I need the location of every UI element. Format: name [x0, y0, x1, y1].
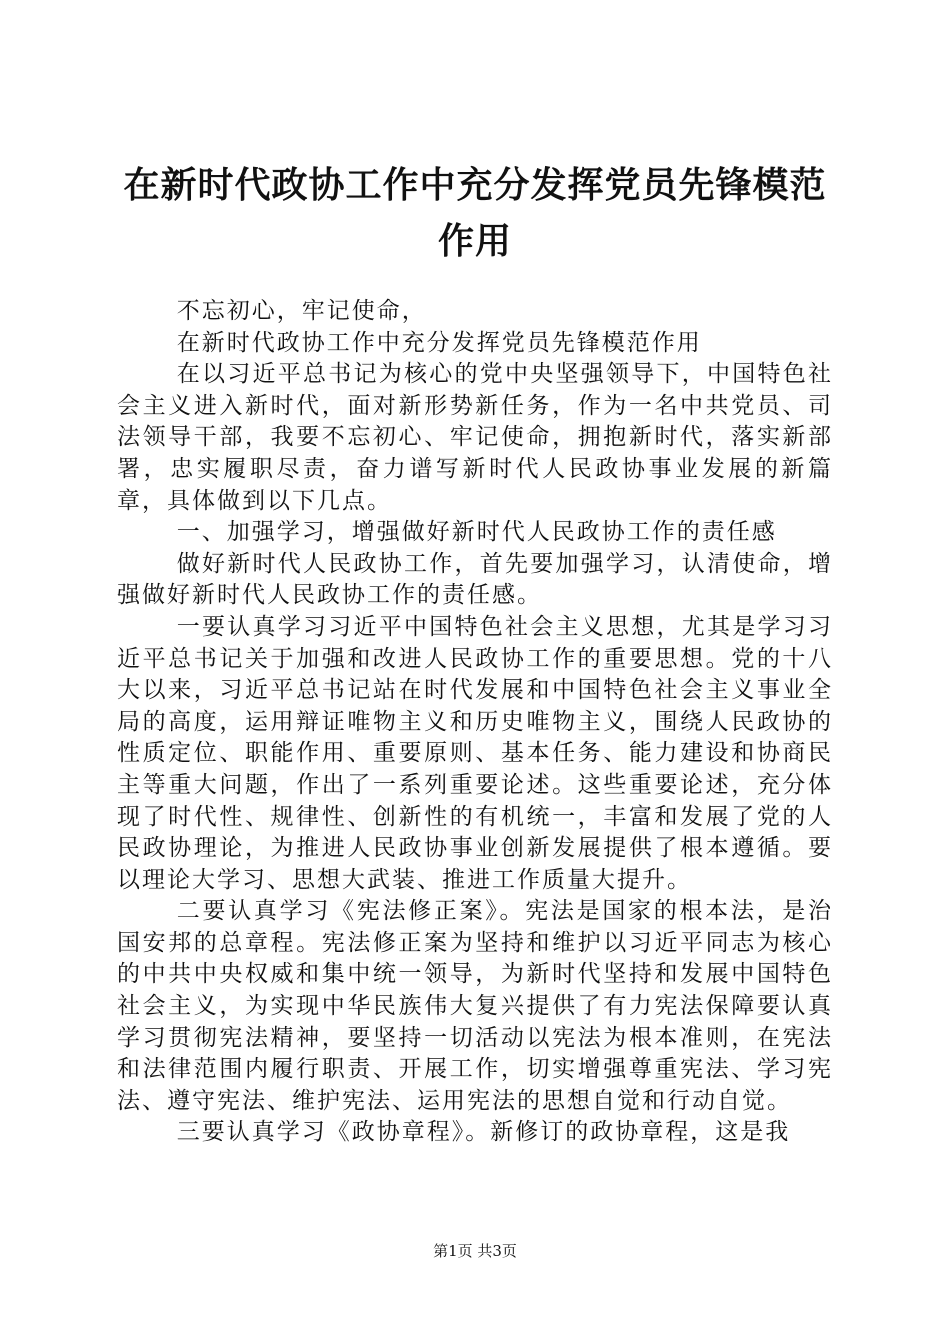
paragraph-study-thought: 一要认真学习习近平中国特色社会主义思想，尤其是学习习近平总书记关于加强和改进人民政协工作的重要思想。党的十八大以来，习近平总书记站在时代发展和中国特色社会主义事业全局的高度，运用辩证唯物主义和历史唯物主义，围绕人民政协的性质定位、职能作用、重要原则、基本任务、能力建设和协商民主等重大问题，作出了一系列重要论述。这些重要论述，充分体现了时代性、规律性、创新性的有机统一，丰富和发展了党的人民政协理论，为推进人民政协事业创新发展提供了根本遵循。要以理论大学习、思想大武装、推进工作质量大提升。 — [117, 613, 833, 893]
paragraph-slogan: 不忘初心，牢记使命， — [176, 298, 427, 324]
section-heading-1: 一、加强学习，增强做好新时代人民政协工作的责任感 — [176, 519, 777, 546]
document-title: 在新时代政协工作中充分发挥党员先锋模范作用 — [123, 165, 827, 262]
page-number-footer: 第1页 共3页 — [433, 1242, 517, 1260]
paragraph-study-constitution: 二要认真学习《宪法修正案》。宪法是国家的根本法，是治国安邦的总章程。宪法修正案为坚持和维护以习近平同志为核心的中共中央权威和集中统一领导，为新时代坚持和发展中国特色社会主义，为实现中华民族伟大复兴提供了有力宪法保障要认真学习贯彻宪法精神，要坚持一切活动以宪法为根本准则，在宪法和法律范围内履行职责、开展工作，切实增强尊重宪法、学习宪法、遵守宪法、维护宪法、运用宪法的思想自觉和行动自觉。 — [117, 898, 833, 1114]
document-body — [117, 296, 833, 1149]
paragraph-section-1-lead: 做好新时代人民政协工作，首先要加强学习，认清使命，增强做好新时代人民政协工作的责任感。 — [117, 550, 833, 609]
paragraph-subtitle: 在新时代政协工作中充分发挥党员先锋模范作用 — [176, 329, 702, 356]
paragraph-study-charter: 三要认真学习《政协章程》。新修订的政协章程，这是我 — [176, 1119, 791, 1146]
paragraph-intro: 在以习近平总书记为核心的党中央坚强领导下，中国特色社会主义进入新时代，面对新形势新任务，作为一名中共党员、司法领导干部，我要不忘初心、牢记使命，拥抱新时代，落实新部署，忠实履职尽责，奋力谱写新时代人民政协事业发展的新篇章，具体做到以下几点。 — [117, 361, 833, 514]
